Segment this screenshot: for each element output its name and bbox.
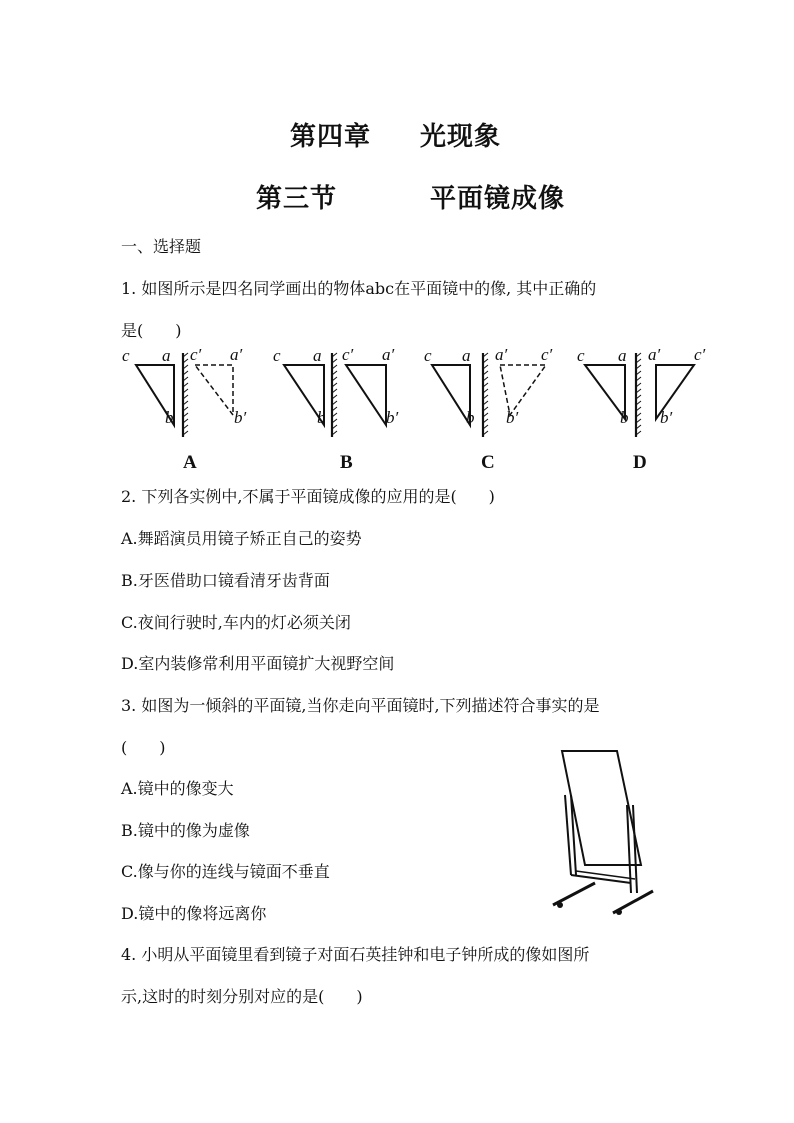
label-a: a bbox=[462, 346, 471, 365]
q2-option-c[interactable]: C.夜间行驶时,车内的灯必须关闭 bbox=[121, 613, 351, 632]
q1-stem-line1: 1. 如图所示是四名同学画出的物体abc在平面镜中的像, 其中正确的 bbox=[121, 279, 597, 298]
chapter-number: 第四章 bbox=[290, 122, 372, 152]
label-a-prime: a′ bbox=[495, 345, 508, 364]
label-c-prime: c′ bbox=[190, 345, 202, 364]
label-b: b bbox=[620, 408, 629, 427]
q1-figure-c bbox=[432, 353, 546, 437]
q1-figure-b bbox=[284, 353, 386, 437]
label-c: c bbox=[122, 346, 130, 365]
label-c-prime: c′ bbox=[694, 345, 706, 364]
q4-stem-line1: 4. 小明从平面镜里看到镜子对面石英挂钟和电子钟所成的像如图所 bbox=[121, 945, 590, 964]
label-b: b bbox=[165, 408, 174, 427]
label-b-prime: b′ bbox=[660, 408, 673, 427]
q1-option-d[interactable]: D bbox=[633, 452, 647, 473]
q2-stem: 2. 下列各实例中,不属于平面镜成像的应用的是( ) bbox=[121, 487, 495, 506]
q3-option-b[interactable]: B.镜中的像为虚像 bbox=[121, 821, 250, 840]
section-name: 平面镜成像 bbox=[430, 184, 566, 214]
label-c: c bbox=[273, 346, 281, 365]
label-a-prime: a′ bbox=[382, 345, 395, 364]
q1-option-a[interactable]: A bbox=[183, 452, 197, 473]
q2-option-b[interactable]: B.牙医借助口镜看清牙齿背面 bbox=[121, 571, 330, 590]
q4-stem-line2: 示,这时的时刻分别对应的是( ) bbox=[121, 987, 363, 1006]
q3-option-d[interactable]: D.镜中的像将远离你 bbox=[121, 904, 267, 923]
section-number: 第三节 bbox=[256, 184, 338, 214]
label-c: c bbox=[424, 346, 432, 365]
label-a: a bbox=[618, 346, 627, 365]
label-b: b bbox=[466, 408, 475, 427]
label-c: c bbox=[577, 346, 585, 365]
q1-option-c[interactable]: C bbox=[481, 452, 495, 473]
label-b: b bbox=[317, 408, 326, 427]
q3-option-a[interactable]: A.镜中的像变大 bbox=[121, 779, 234, 798]
label-c-prime: c′ bbox=[541, 345, 553, 364]
chapter-name: 光现象 bbox=[420, 122, 502, 152]
label-a-prime: a′ bbox=[648, 345, 661, 364]
q3-stem-line2: ( ) bbox=[121, 738, 166, 757]
label-a: a bbox=[162, 346, 171, 365]
q1-stem-line2: 是( ) bbox=[121, 321, 182, 340]
label-b-prime: b′ bbox=[234, 408, 247, 427]
section-heading: 一、选择题 bbox=[121, 237, 202, 256]
label-b-prime: b′ bbox=[506, 408, 519, 427]
label-a: a bbox=[313, 346, 322, 365]
q1-figure-d bbox=[585, 353, 694, 437]
q1-figure-a bbox=[136, 353, 233, 437]
q3-option-c[interactable]: C.像与你的连线与镜面不垂直 bbox=[121, 862, 330, 881]
label-c-prime: c′ bbox=[342, 345, 354, 364]
q1-option-b[interactable]: B bbox=[340, 452, 353, 473]
label-b-prime: b′ bbox=[386, 408, 399, 427]
q3-stem-line1: 3. 如图为一倾斜的平面镜,当你走向平面镜时,下列描述符合事实的是 bbox=[121, 696, 600, 715]
q2-option-d[interactable]: D.室内装修常利用平面镜扩大视野空间 bbox=[121, 654, 395, 673]
q3-tilted-mirror-figure bbox=[545, 745, 675, 920]
q2-option-a[interactable]: A.舞蹈演员用镜子矫正自己的姿势 bbox=[121, 529, 362, 548]
label-a-prime: a′ bbox=[230, 345, 243, 364]
